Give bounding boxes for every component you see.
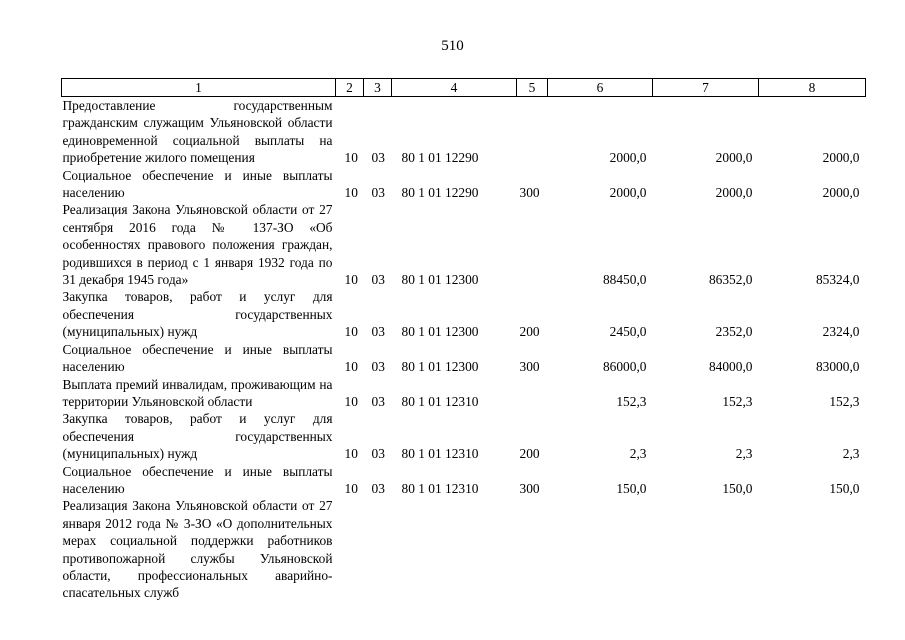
row-pr: 03 [371,150,385,166]
row-name: Закупка товаров, работ и услуг для обеспечения государственных (муниципальных) нужд [62,289,333,340]
header-col-1: 1 [62,79,336,97]
row-value-8: 2,3 [842,446,860,462]
table-row [62,288,866,340]
row-rz: 10 [344,359,358,375]
row-value-7: 152,3 [722,393,753,409]
row-value-6: 2,3 [629,446,647,462]
header-row [62,79,866,97]
row-rz: 10 [344,272,358,288]
row-value-7: 2000,0 [715,150,753,166]
row-value-7: 2000,0 [715,185,753,201]
page-number: 510 [441,38,464,54]
table-row [62,497,866,601]
row-csr: 80 1 01 12310 [401,480,479,496]
row-value-6: 2000,0 [609,150,647,166]
row-csr [392,497,517,601]
header-col-8: 8 [759,79,866,97]
table-row [62,341,866,376]
table-row [62,463,866,498]
row-value-8: 152,3 [829,393,860,409]
row-value-6: 150,0 [616,480,647,496]
row-value-8: 2000,0 [822,185,860,201]
row-pr [364,497,392,601]
row-vr [517,97,548,167]
row-value-8 [759,497,866,601]
budget-table [61,78,866,602]
row-csr: 80 1 01 12290 [401,150,479,166]
table-row [62,201,866,288]
row-csr: 80 1 01 12310 [401,393,479,409]
row-name: Социальное обеспечение и иные выплаты населению [62,463,333,496]
header-col-5: 5 [517,79,548,97]
row-value-6 [548,497,653,601]
table-row [62,376,866,411]
row-vr: 300 [519,480,540,496]
row-name: Социальное обеспечение и иные выплаты населению [62,341,333,375]
row-value-7 [653,497,759,601]
row-value-8: 85324,0 [815,272,860,288]
row-pr: 03 [371,446,385,462]
row-csr: 80 1 01 12300 [401,324,479,340]
row-rz: 10 [344,185,358,201]
header-col-3: 3 [364,79,392,97]
row-rz: 10 [344,480,358,496]
row-name: Предоставление государственным гражданским служащим Ульяновской области единовременной социальной выплаты на приобретение жилого помещения [62,98,333,166]
row-value-8: 150,0 [829,480,860,496]
header-col-2: 2 [336,79,364,97]
table-body [62,97,866,602]
header-col-7: 7 [653,79,759,97]
row-csr: 80 1 01 12310 [401,446,479,462]
row-value-7: 86352,0 [708,272,753,288]
row-vr: 300 [519,359,540,375]
row-name: Закупка товаров, работ и услуг для обеспечения государственных (муниципальных) нужд [62,411,333,462]
row-rz: 10 [344,324,358,340]
row-name: Реализация Закона Ульяновской области от 27 сентября 2016 года № 137-ЗО «Об особенностях правового положения граждан, родившихся в период с 1 января 1932 года по 31 декабря 1945 года» [62,202,333,288]
row-pr: 03 [371,393,385,409]
row-value-6: 2000,0 [609,185,647,201]
header-col-6: 6 [548,79,653,97]
table-row [62,167,866,202]
row-csr: 80 1 01 12290 [401,185,479,201]
row-name: Выплата премий инвалидам, проживающим на территории Ульяновской области [62,376,333,409]
row-name: Реализация Закона Ульяновской области от 27 января 2012 года № 3-ЗО «О дополнительных мерах социальной поддержки работников противопожарной службы Ульяновской области, профессиональных аварийно-спасательных служб [62,498,333,601]
table-row [62,410,866,462]
row-value-6: 2450,0 [609,324,647,340]
table-row [62,97,866,167]
row-value-8: 83000,0 [815,359,860,375]
row-vr: 200 [519,446,540,462]
row-csr: 80 1 01 12300 [401,272,479,288]
row-value-8: 2000,0 [822,150,860,166]
row-value-7: 84000,0 [708,359,753,375]
row-value-6: 86000,0 [602,359,647,375]
row-pr: 03 [371,480,385,496]
table-header [62,79,866,97]
row-value-8: 2324,0 [822,324,860,340]
row-pr: 03 [371,359,385,375]
row-value-6: 88450,0 [602,272,647,288]
row-vr [517,497,548,601]
row-rz: 10 [344,393,358,409]
row-rz: 10 [344,150,358,166]
row-vr: 300 [519,185,540,201]
row-value-7: 2,3 [735,446,753,462]
row-rz: 10 [344,446,358,462]
row-vr: 200 [519,324,540,340]
row-value-6: 152,3 [616,393,647,409]
row-value-7: 150,0 [722,480,753,496]
row-value-7: 2352,0 [715,324,753,340]
row-pr: 03 [371,324,385,340]
row-vr [517,376,548,411]
header-col-4: 4 [392,79,517,97]
row-csr: 80 1 01 12300 [401,359,479,375]
row-rz [336,497,364,601]
row-pr: 03 [371,185,385,201]
row-pr: 03 [371,272,385,288]
row-name: Социальное обеспечение и иные выплаты населению [62,167,333,201]
row-vr [517,201,548,288]
